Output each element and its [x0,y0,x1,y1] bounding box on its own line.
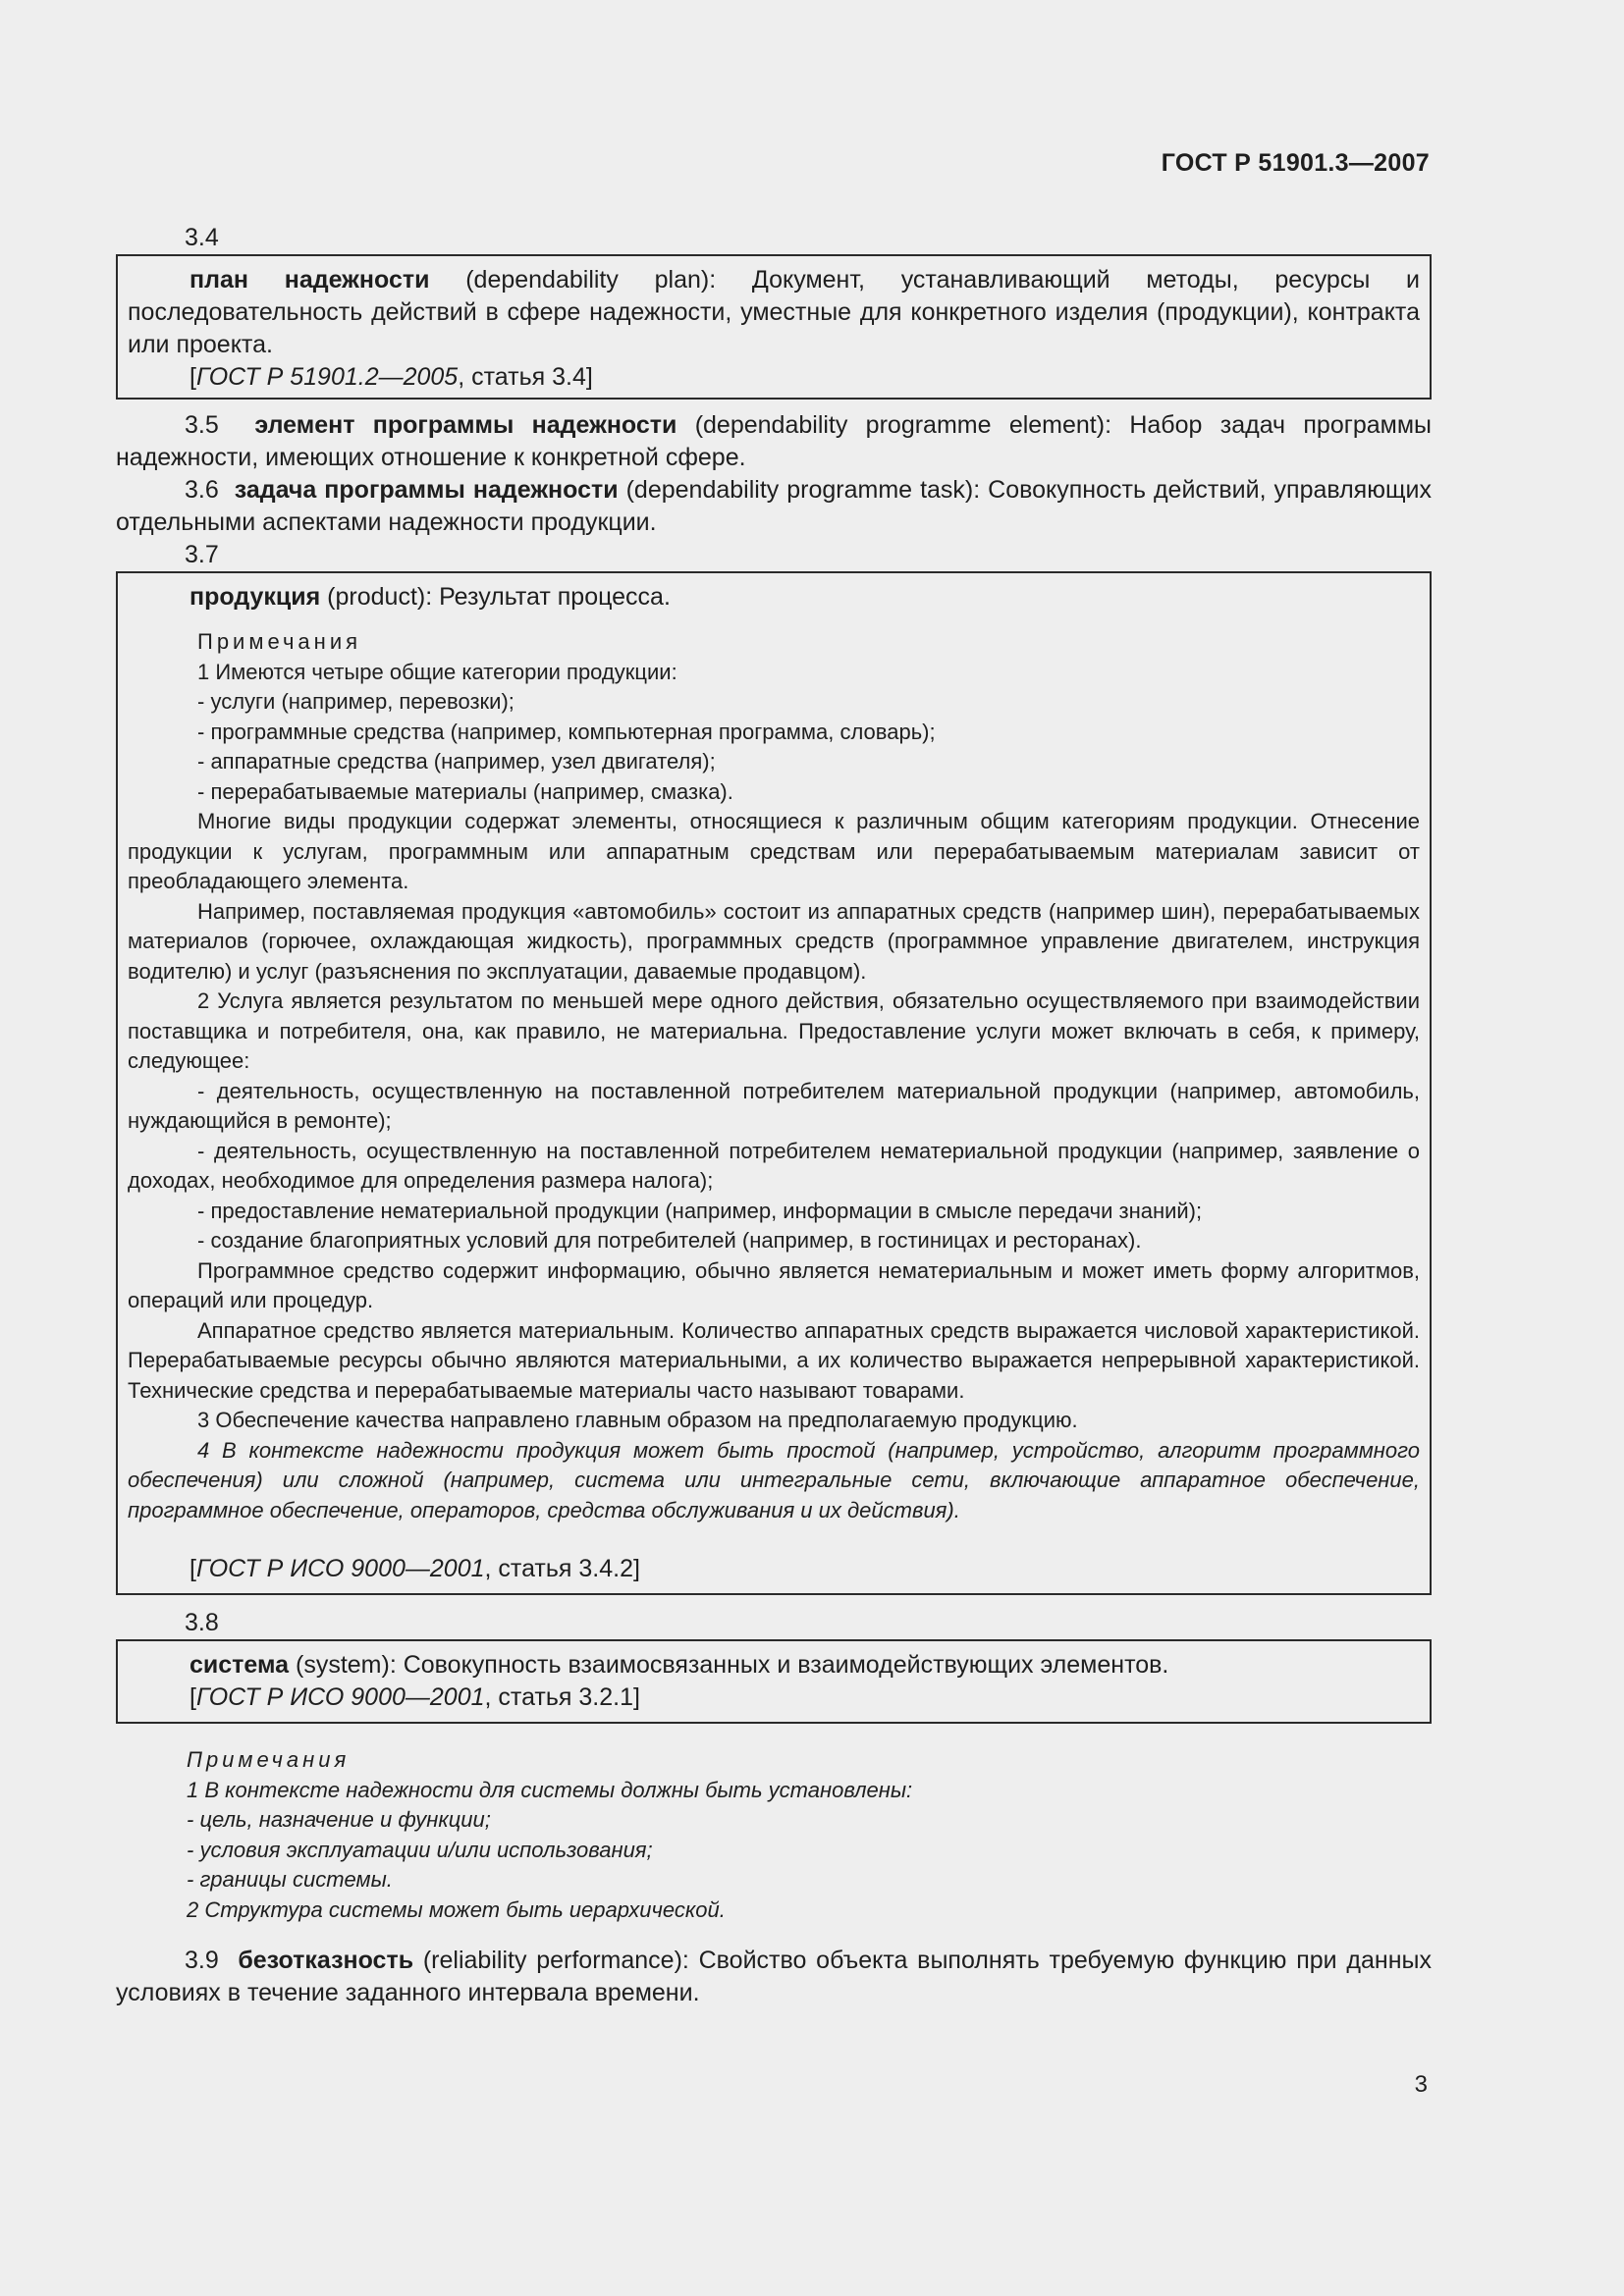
reference-3-8: [ГОСТ Р ИСО 9000—2001, статья 3.2.1] [189,1683,640,1711]
note-line: 3 Обеспечение качества направлено главным образом на предполагаемую продукцию. [197,1408,1078,1432]
definition-3-4 [128,264,1420,361]
term-dependability-plan: план надежности [189,266,430,294]
reference-doc: ГОСТ Р ИСО 9000—2001 [195,1555,485,1582]
page-number: 3 [1414,2071,1428,2098]
note-paragraph: Например, поставляемая продукция «автомобиль» состоит из аппаратных средств (например шин), перерабатываемых материалов (горючее, охлаждающая жидкость), программных средств (программное управление двигателем, инструкция водителю) и услуг (разъяснения по эксплуатации, даваемые продавцом). [128,898,1420,984]
definition-text: (dependability plan): Документ, устанавливающий методы, ресурсы и последовательность действий в сфере надежности, уместные для конкретного изделия (продукции), контракта или проекта. [128,266,1420,358]
reference-doc: ГОСТ Р ИСО 9000—2001 [195,1683,485,1711]
reference-3-4: [ГОСТ Р 51901.2—2005, статья 3.4] [189,363,593,391]
definition-3-7: продукция (product): Результат процесса. [189,583,671,611]
definition-box-3-4 [116,254,1432,400]
definition-3-9: 3.9 безотказность (reliability performance): Свойство объекта выполнять требуемую функцию при данных условиях в течение заданного интервала времени. [116,1947,1432,2006]
definition-3-6: 3.6 задача программы надежности (dependability programme task): Совокупность действий, управляющих отдельными аспектами надежности продукции. [116,476,1432,536]
notes-title-3-8: Примечания [187,1747,351,1772]
note-paragraph: Программное средство содержит информацию, обычно является нематериальным и может иметь форму алгоритмов, операций или процедур. [128,1257,1420,1312]
note-line: - границы системы. [187,1867,393,1892]
document-code-header: ГОСТ Р 51901.3—2007 [1161,149,1430,177]
note-paragraph: - деятельность, осуществленную на поставленной потребителем нематериальной продукции (например, заявление о доходах, необходимое для определения размера налога); [128,1138,1420,1193]
note-line: - предоставление нематериальной продукции (например, информации в смысле передачи знаний); [197,1198,1203,1223]
term-reliability-performance: безотказность [238,1947,414,1974]
note-paragraph: Аппаратное средство является материальным. Количество аппаратных средств выражается числовой характеристикой. Перерабатываемые ресурсы обычно являются материальными, а их количество выражается непрерывной характеристикой. Технические средства и перерабатываемые материалы часто называют товарами. [128,1317,1420,1403]
note-line: - условия эксплуатации и/или использования; [187,1837,653,1862]
note-line: 1 В контексте надежности для системы должны быть установлены: [187,1777,913,1802]
definition-3-5: 3.5 элемент программы надежности (dependability programme element): Набор задач программы надежности, имеющих отношение к конкретной сфере. [116,411,1432,471]
term-product: продукция [189,583,321,611]
term-programme-task: задача программы надежности [234,476,619,504]
note-line: - аппаратные средства (например, узел двигателя); [197,749,716,774]
term-system: система [189,1651,290,1679]
reference-doc: ГОСТ Р 51901.2—2005 [195,363,459,391]
reference-3-7: [ГОСТ Р ИСО 9000—2001, статья 3.4.2] [189,1555,640,1582]
section-number-3-4: 3.4 [185,224,219,251]
note-line: - программные средства (например, компьютерная программа, словарь); [197,719,936,744]
note-paragraph: - деятельность, осуществленную на поставленной потребителем материальной продукции (например, автомобиль, нуждающийся в ремонте); [128,1078,1420,1133]
note-paragraph-italic: 4 В контексте надежности продукция может быть простой (например, устройство, алгоритм программного обеспечения) или сложной (например, система или интегральные сети, включающие аппаратное обеспечение, программное обеспечение, операторов, средства обслуживания и их действия). [128,1437,1420,1522]
note-paragraph: Многие виды продукции содержат элементы, относящиеся к различным общим категориям продукции. Отнесение продукции к услугам, программным или аппаратным средствам или перерабатываемым материалам зависит от преобладающего элемента. [128,809,1420,893]
definition-box-3-8 [116,1639,1432,1724]
note-line: 2 Структура системы может быть иерархической. [187,1896,726,1922]
definition-box-3-7 [116,571,1432,1595]
term-programme-element: элемент программы надежности [254,411,677,439]
note-line: - создание благоприятных условий для потребителей (например, в гостиницах и ресторанах). [197,1228,1142,1253]
section-number-3-7: 3.7 [185,541,219,568]
section-number-3-8: 3.8 [185,1609,219,1636]
document-content [116,222,1432,2009]
notes-title-3-7: Примечания [197,629,362,654]
note-line: - услуги (например, перевозки); [197,689,514,714]
definition-3-8: система (system): Совокупность взаимосвязанных и взаимодействующих элементов. [189,1651,1169,1679]
note-line: 1 Имеются четыре общие категории продукции: [197,659,677,684]
note-line: - перерабатываемые материалы (например, смазка). [197,778,733,804]
note-paragraph: 2 Услуга является результатом по меньшей мере одного действия, обязательно осуществляемого при взаимодействии поставщика и потребителя, она, как правило, не материальна. Предоставление услуги может включать в себя, к примеру, следующее: [128,988,1420,1073]
note-line: - цель, назначение и функции; [187,1807,491,1832]
